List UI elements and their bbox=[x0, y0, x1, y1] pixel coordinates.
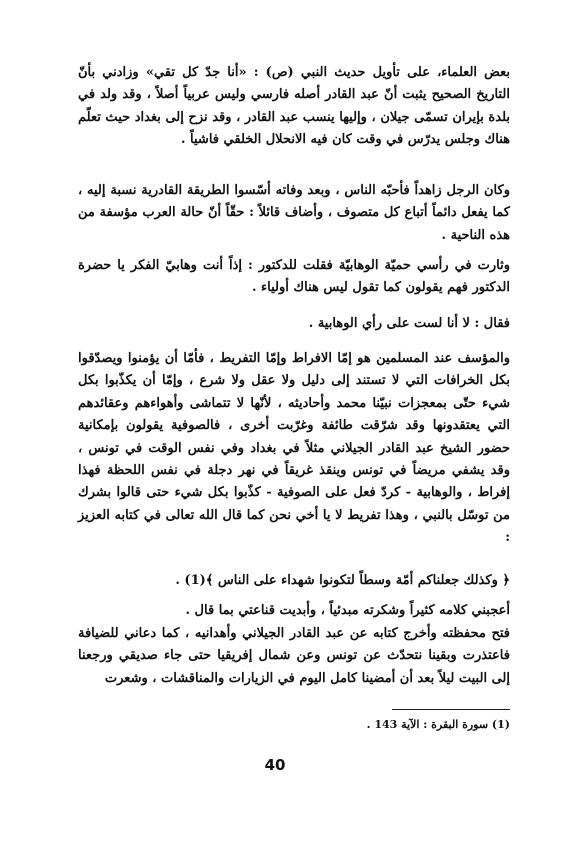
paragraph-8: فتح محفظته وأخرج كتابه عن عبد القادر الجيلاني وأهدانيه ، كما دعاني للضيافة فاعتذرت وبقينا نتحدّث عن تونس وعن شمال إفريقيا حتى جاء صديقي ورجعنا إلى البيت ليلاً بعد أن أمضينا كامل اليوم في الزيارات والمناقشات ، وشعرت bbox=[78, 626, 510, 686]
quran-verse: ﴿ وكذلك جعلناكم أمّة وسطاً لتكونوا شهداء على الناس ﴾(1) . bbox=[175, 573, 510, 588]
paragraph-4: فقال : لا أنا لست على رأي الوهابية . bbox=[308, 316, 510, 331]
paragraph-5: والمؤسف عند المسلمين هو إمّا الافراط وإمّا التفريط ، فأمّا أن يؤمنوا ويصدّقوا بكل الخرافات التي لا تستند إلى دليل ولا عقل ولا شرع ، وإمّا أن يكذّبوا بكل شيء حتّى بمعجزات نبيّنا محمد وأحاديثه ، لأنّها لا تتماشى وأهواءهم وعقائدهم التي يعتقدونها وقد شرّقت طائفة وغرّبت أخرى ، فالصوفية يقولون بإمكانية حضور الشيخ عبد القادر الجيلاني مثلاً في بغداد وفي نفس الوقت في تونس ، وقد يشفي مريضاً في تونس وينقذ غريقاً في نهر دجلة في نفس اللحظة فهذا إفراط ، والوهابية - كردّ فعل على الصوفية - كذّبوا بكل شيء حتى قالوا بشرك من توسّل بالنبي ، وهذا تفريط لا يا أخي نحن كما قال الله تعالى في كتابه العزيز : bbox=[78, 351, 510, 546]
paragraph-3: وثارت في رأسي حميّة الوهابيّة فقلت للدكتور : إذاً أنت وهابيّ الفكر يا حضرة الدكتور فهم يقولون كما تقول ليس هناك أولياء . bbox=[78, 258, 510, 296]
page-number: 40 bbox=[264, 756, 286, 774]
paragraph-7: أعجبني كلامه كثيراً وشكرته مبدئياً ، وأبديت قناعتي بما قال . bbox=[185, 603, 510, 618]
footnote: (1) سورة البقرة : الآية 143 . bbox=[366, 718, 510, 731]
footnote-separator bbox=[392, 709, 510, 710]
paragraph-2: وكان الرجل زاهداً فأحبّه الناس ، وبعد وفاته أسّسوا الطريقة القادرية نسبة إليه ، كما يفعل دائماً أتباع كل متصوف ، وأضاف قائلاً : حقّاً أنّ حالة العرب مؤسفة من هذه الناحية . bbox=[78, 183, 510, 243]
paragraph-1: بعض العلماء، على تأويل حديث النبي (ص) : «أنا جدّ كل تقي» وزادني بأنّ التاريخ الصحيح يثبت أنّ عبد القادر أصله فارسي وليس عربياً أصلاً ، وقد ولد في بلدة بإيران تسمّى جيلان ، وإليها ينسب عبد القادر ، وقد نزح إلى بغداد حيث تعلّم هناك وجلس يدرّس في وقت كان فيه الانحلال الخلقي فاشياً . bbox=[78, 65, 510, 148]
